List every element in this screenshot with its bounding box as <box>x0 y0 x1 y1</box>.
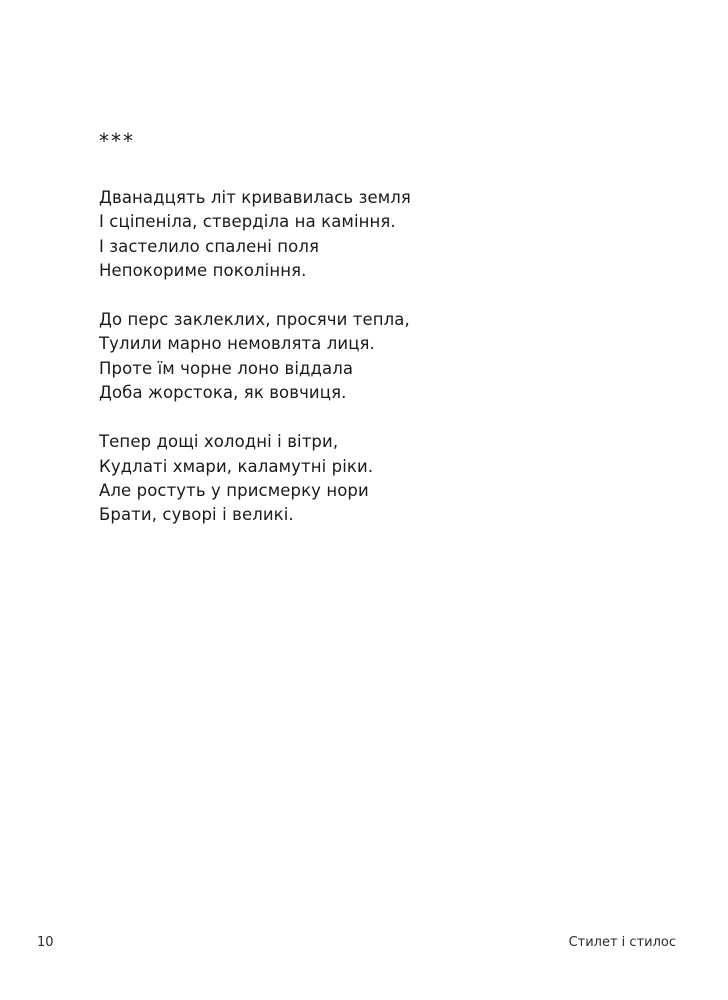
poem-line: Дванадцять літ кривавилась земля <box>99 188 411 207</box>
poem-line: Брати, суворі і великі. <box>99 505 294 525</box>
poem-line: Непокориме покоління. <box>99 260 307 280</box>
poem-line: Але ростуть у присмерку нори <box>99 480 369 500</box>
poem-line: Кудлаті хмари, каламутні ріки. <box>99 456 374 476</box>
poem-line: Тепер дощі холодні і вітри, <box>99 432 339 452</box>
stanza-2 <box>99 308 659 405</box>
poem-line: Тулили марно немовлята лиця. <box>99 334 375 354</box>
poem-line: І застелило спалені поля <box>99 236 320 256</box>
section-marker: *** <box>99 129 135 153</box>
running-footer-title: Стилет і стилос <box>568 935 676 950</box>
stanza-3 <box>99 430 659 527</box>
poem-line: До перс заклеклих, просячи тепла, <box>99 310 410 330</box>
page-number: 10 <box>37 935 54 950</box>
poem-line: Доба жорстока, як вовчиця. <box>99 383 347 403</box>
poem <box>99 126 659 553</box>
poem-line: Проте їм чорне лоно віддала <box>99 358 354 378</box>
poem-line: І сціпеніла, стверділа на каміння. <box>99 212 396 232</box>
stanza-1 <box>99 186 659 283</box>
